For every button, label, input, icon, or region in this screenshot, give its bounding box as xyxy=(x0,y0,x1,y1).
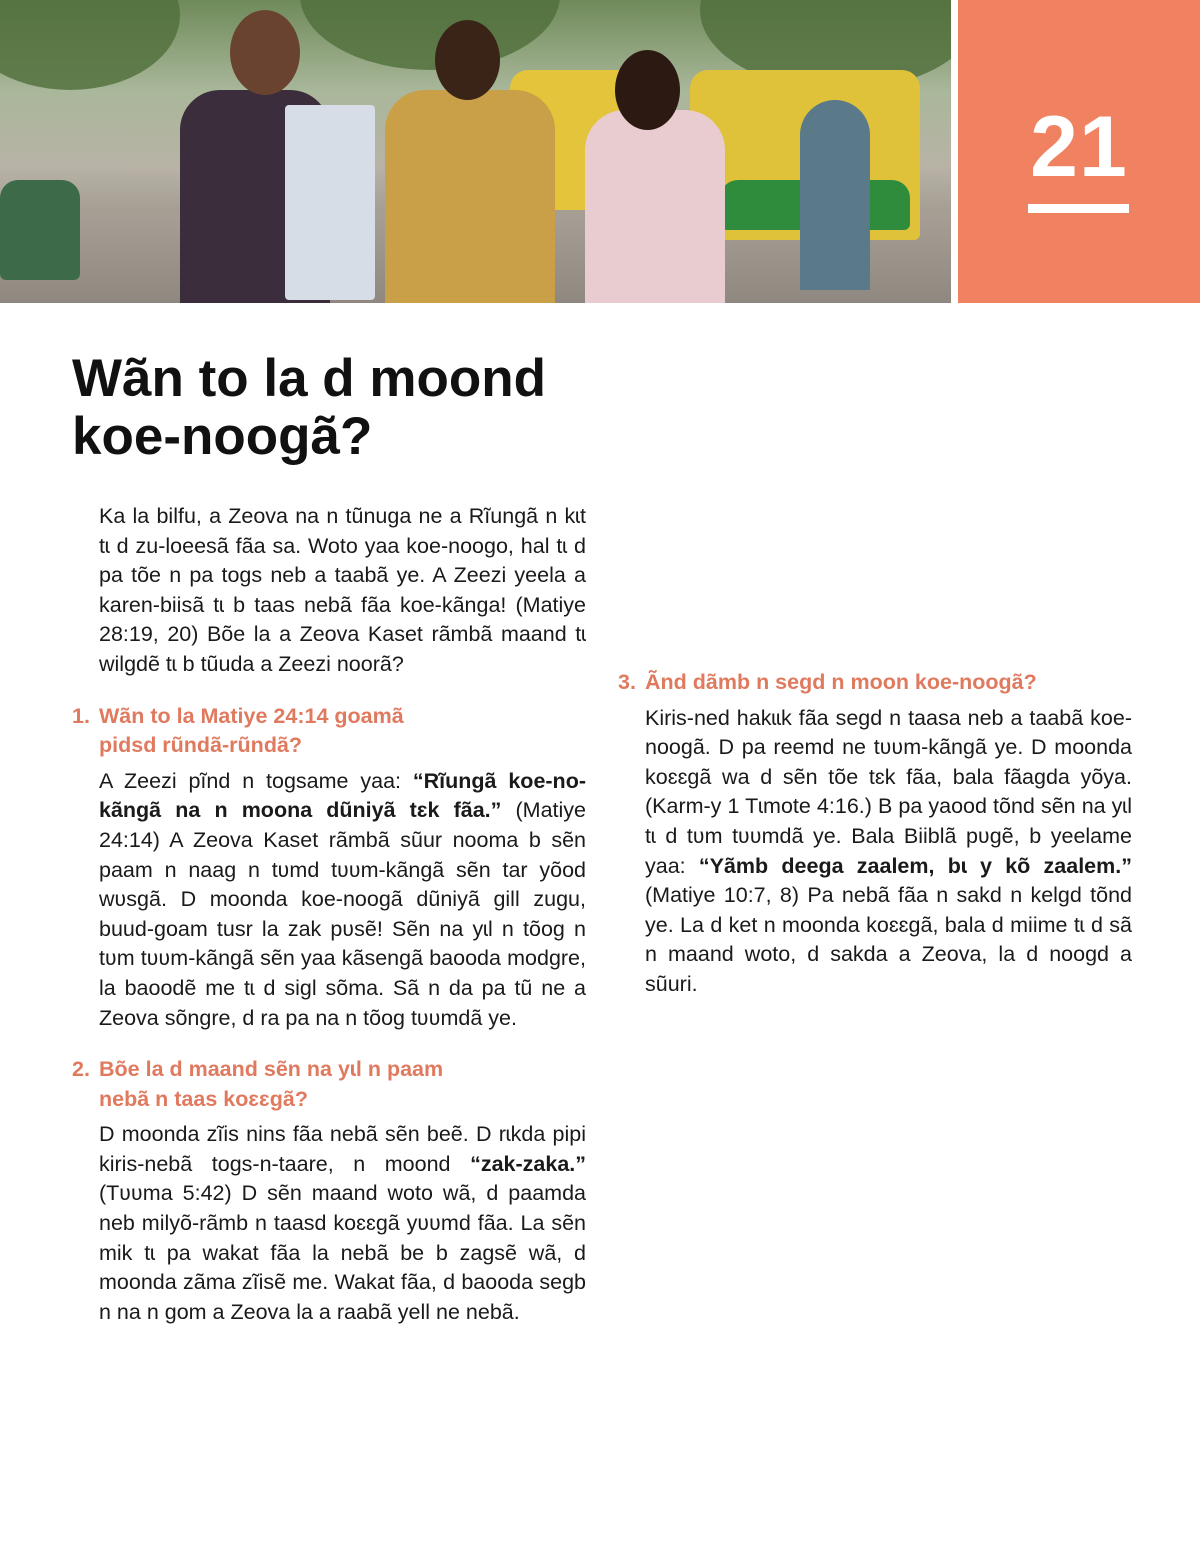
question-text: Bõe la d maand sẽn na yɩl n paam nebã n taas koɛɛgã? xyxy=(99,1057,444,1111)
text-segment: A Zeezi pĩnd n togsame yaa: xyxy=(99,768,413,793)
question-heading-1 xyxy=(72,702,586,761)
question-number: 1. xyxy=(72,703,90,728)
page-title: Wãn to la d moond koe-noogã? xyxy=(72,349,546,466)
scripture-quote: “Rĩungã koe-no-kãngã na n moona dũniyã tɛk fãa.” xyxy=(99,768,586,823)
badge-underline xyxy=(1028,204,1129,213)
section-paragraph-3 xyxy=(645,704,1132,1000)
text-segment: (Tʋʋma 5:42) D sẽn maand woto wã, d paamda neb milyõ-rãmb n taasd koɛɛgã yʋʋmd fãa. La sẽn mik tɩ pa wakat fãa la nebã be b zagsẽ wã, d moonda zãma zĩisẽ me. Wakat fãa, d baooda segb n na n gom a Zeova la a raabã yell ne nebã. xyxy=(99,1181,586,1324)
section-paragraph-2 xyxy=(99,1120,586,1327)
intro-paragraph: Ka la bilfu, a Zeova na n tũnuga ne a Rĩungã n kɩt tɩ d zu-loeesã fãa sa. Woto yaa koe-noogo, hal tɩ d pa tõe n pa togs neb a taabã ye. A Zeezi yeela a karen-biisã tɩ b taas nebã fãa koe-kãnga! (Matiye 28:19, 20) Bõe la a Zeova Kaset rãmbã maand tɩ wilgdẽ tɩ b tũuda a Zeezi noorã? xyxy=(99,504,586,676)
text-segment: (Matiye 24:14) A Zeova Kaset rãmbã sũur nooma b sẽn paam n naag n tʋmd tʋʋm-kãngã sẽn tar yõod wʋsgã. D moonda koe-noogã dũniyã gill zugu, buud-goam tusr la zak pʋsẽ! Sẽn na yɩl n tõog n tʋm tʋʋm-kãngã sẽn yaa kãsengã baooda modgre, la baoodẽ me tɩ d sigl sõma. Sã n da pa tũ ne a Zeova sõngre, d ra pa na n tõog tʋʋmdã ye. xyxy=(99,798,586,1030)
question-number: 3. xyxy=(618,670,636,694)
question-text: Wãn to la Matiye 24:14 goamã pidsd rũndã-rũndã? xyxy=(99,703,404,758)
right-column xyxy=(618,502,1132,1000)
question-number: 2. xyxy=(72,1057,90,1082)
cover-photo xyxy=(0,0,951,303)
lesson-number: 21 xyxy=(1030,99,1128,195)
text-segment: Kiris-ned hakɩɩk fãa segd n taasa neb a taabã koe-noogã. D pa reemd ne tʋʋm-kãngã ye. D moonda koɛɛgã wa d sẽn tõe tɛk fãa, bala fãagda yõya. (Karm-y 1 Tɩmote 4:16.) B pa yaood tõnd sẽn na yɩl tɩ d tʋm tʋʋmdã ye. Bala Biiblã pʋgẽ, b yeelame yaa: xyxy=(645,705,1132,878)
lesson-number-badge xyxy=(958,0,1200,303)
text-segment: D moonda zĩis nins fãa nebã sẽn beẽ. D rɩkda pipi kiris-nebã togs-n-taare, n moond xyxy=(99,1122,586,1176)
section-paragraph-1 xyxy=(99,767,586,1033)
left-column xyxy=(72,502,586,1327)
text-segment: (Matiye 10:7, 8) Pa nebã fãa n sakd n kelgd tõnd ye. La d ket n moonda koɛɛgã, bala d miime tɩ d sã n maand woto, d sakda a Zeova, la d noogd a sũuri. xyxy=(645,883,1132,996)
scripture-quote: “Yãmb deega zaalem, bɩ y kõ zaalem.” xyxy=(698,853,1132,878)
question-text: Ãnd dãmb n segd n moon koe-noogã? xyxy=(645,670,1037,694)
question-heading-2 xyxy=(72,1055,586,1114)
question-heading-3 xyxy=(618,668,1132,698)
scripture-quote: “zak-zaka.” xyxy=(470,1151,586,1176)
